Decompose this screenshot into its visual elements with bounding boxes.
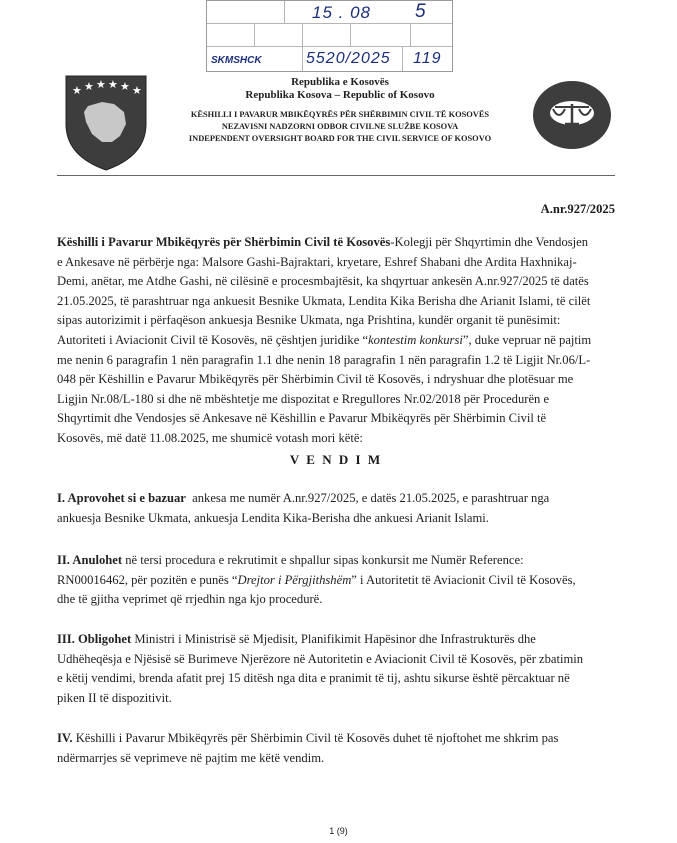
republic-multilingual: Republika Kosova – Republic of Kosovo	[245, 89, 435, 101]
scales-of-justice-icon	[531, 79, 613, 151]
section-3-line-4: piken II të dispozitivit.	[57, 690, 172, 705]
stamp-page: 119	[413, 50, 442, 67]
intro-line-8: 048 për Këshillin e Pavarur Mbikëqyrës për Shërbimin Civil të Kosovës, i ndryshuar dhe plotësuar me	[57, 372, 574, 387]
section-1	[57, 489, 615, 528]
section-4-line-2: ndërmarrjes së veprimeve në pajtim me këtë vendim.	[57, 750, 325, 765]
stamp-reference: 5520/2025	[306, 50, 391, 67]
section-4-line-1: IV. Këshilli i Pavarur Mbikëqyrës për Shërbimin Civil të Kosovës duhet të njoftohet me shkrim pas	[57, 731, 559, 745]
intro-line-10: Shqyrtimit dhe Vendosjes së Ankesave në Këshillin e Pavarur Mbikëqyrës për Shërbimin Civil të	[57, 411, 547, 426]
intro-line-3: Demi, anëtar, me Atdhe Gashi, në cilësinë e procesmbajtësit, ka shqyrtuar ankesën A.nr.927/2025 të datës	[57, 274, 589, 289]
board-name-sr: NEZAVISNI NADZORNI ODBOR CIVILNE SLUŽBE KOSOVA	[221, 122, 459, 131]
decision-title: V E N D I M	[289, 452, 383, 467]
section-2-line-1: II. Anulohet në tersi procedura e rekrutimit e shpallur sipas konkursit me Numër Reference:	[57, 553, 524, 567]
section-3-line-3: e këtij vendimi, brenda afatit prej 15 ditësh nga dita e pranimit të tij, ashtu sikurse është përcaktuar në	[57, 671, 570, 686]
svg-text:★: ★	[120, 80, 130, 93]
case-number: A.nr.927/2025	[540, 202, 615, 216]
kosovo-coat-of-arms-icon	[62, 72, 150, 172]
stamp-organization: SKMSHCK	[211, 55, 262, 66]
intro-line-2: e Ankesave në përbërje nga: Malsore Gashi-Bajraktari, kryetare, Eshref Shabani dhe Ardita Haxhnikaj-	[57, 254, 577, 269]
page-number: 1 (9)	[329, 826, 348, 836]
section-4	[57, 729, 615, 768]
svg-text:★: ★	[84, 80, 94, 93]
intro-line-6: Autoriteti i Aviacionit Civil të Kosovës, në çështjen juridike “kontestim konkursi”, duke vepruar në pajtim	[57, 332, 592, 347]
intro-line-5: sipas autorizimit i përfaqëson ankuesja Besnike Ukmata, nga Prishtina, kundër organit të punësimit:	[57, 313, 561, 328]
section-1-line-2: ankuesja Besnike Ukmata, ankuesja Lendita Kika-Berisha dhe ankuesi Arianit Islami.	[57, 510, 489, 525]
section-3	[57, 630, 615, 708]
stamp-date: 15 . 08	[312, 3, 371, 22]
intro-line-4: 21.05.2025, të parashtruar nga ankuesit Besnike Ukmata, Lendita Kika Berisha dhe Arianit Islami, të cilët	[57, 293, 591, 308]
board-name-en: INDEPENDENT OVERSIGHT BOARD FOR THE CIVIL SERVICE OF KOSOVO	[188, 134, 492, 143]
section-2-line-2: RN00016462, për pozitën e punës “Drejtor i Përgjithshëm” i Autoritetit të Aviacionit Civil të Kosovës,	[57, 572, 576, 587]
svg-text:★: ★	[108, 78, 118, 91]
svg-text:★: ★	[132, 84, 142, 97]
intro-line-1: Këshilli i Pavarur Mbikëqyrës për Shërbimin Civil të Kosovës-Kolegji për Shqyrtimin dhe Vendosjen	[57, 235, 589, 249]
intro-paragraph	[57, 233, 615, 449]
intro-line-9: Ligjin Nr.08/L-180 si dhe në mbështetje me dispozitat e Rregullores Nr.02/2018 për Procedurën e	[57, 391, 550, 406]
received-stamp	[206, 0, 453, 72]
republic-title: Republika e Kosovës	[291, 76, 389, 88]
stamp-number: 5	[415, 1, 427, 22]
header-divider	[57, 175, 615, 176]
section-2-line-3: dhe të gjitha veprimet që rrjedhin nga kjo procedurë.	[57, 592, 323, 607]
svg-text:★: ★	[72, 84, 82, 97]
board-name-sq: KËSHILLI I PAVARUR MBIKËQYRËS PËR SHËRBIMIN CIVIL TË KOSOVËS	[190, 110, 490, 119]
intro-line-11: Kosovës, më datë 11.08.2025, me shumicë votash mori këtë:	[57, 430, 363, 445]
section-1-line-1: I. Aprovohet si e bazuar ankesa me numër A.nr.927/2025, e datës 21.05.2025, e parashtruar nga	[57, 491, 550, 505]
svg-text:★: ★	[96, 78, 106, 91]
section-3-line-2: Udhëheqësja e Njësisë së Burimeve Njerëzore në Autoritetin e Aviacionit Civil të Kosovës, për zbatimin	[57, 651, 584, 666]
intro-line-7: me nenin 6 paragrafin 1 nën paragrafin 1.1 dhe nenin 18 paragrafin 1 nën paragrafin 1.2 të Ligjit Nr.06/L-	[57, 352, 591, 367]
section-2	[57, 551, 615, 610]
section-3-line-1: III. Obligohet Ministri i Ministrisë së Mjedisit, Planifikimit Hapësinor dhe Infrastrukturës dhe	[57, 632, 536, 646]
